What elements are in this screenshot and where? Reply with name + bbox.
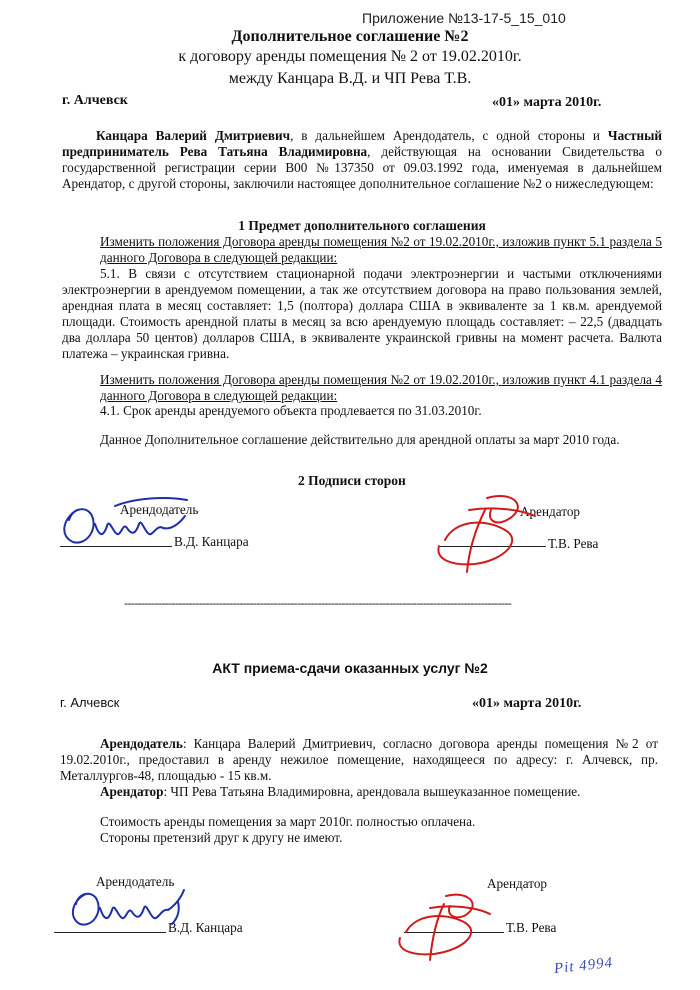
act-tenant-name: Т.В. Рева (506, 920, 557, 935)
landlord-signature-2 (62, 876, 192, 936)
section-1-title: 1 Предмет дополнительного соглашения (238, 218, 486, 233)
agreement-intro (62, 128, 662, 192)
act-paid: Стоимость аренды помещения за март 2010г. полностью оплачена. (100, 814, 476, 829)
agreement-subtitle-1: к договору аренды помещения № 2 от 19.02.2010г. (178, 48, 522, 65)
act-landlord-text: : Канцара Валерий Дмитриевич, согласно договора аренды помещения №2 от 19.02.2010г., предоставил в аренду нежилое помещение, находящееся по адресу: г. Алчевск, пр. Металлургов-48, площадью - 15 кв.м. (60, 736, 658, 783)
act-city: г. Алчевск (60, 695, 120, 710)
tenant-name: Т.В. Рева (548, 536, 599, 551)
landlord-signature-1 (55, 488, 195, 558)
tenant-signature-1 (425, 480, 545, 580)
act-date: «01» марта 2010г. (472, 696, 582, 711)
appendix-number: Приложение №13-17-5_15_010 (362, 10, 566, 26)
handwritten-note: Рit 4994 (553, 954, 614, 978)
tenant-signature-2 (390, 884, 500, 964)
agreement-subtitle-2: между Канцара В.Д. и ЧП Рева Т.В. (228, 70, 472, 87)
act-title: АКТ приема-сдачи оказанных услуг №2 (212, 660, 488, 676)
tenant-full-name: Частный предприниматель Рева Татьяна Владимировна (62, 128, 662, 159)
act-landlord-label: Арендодатель (96, 874, 175, 889)
act-tenant-text: : ЧП Рева Татьяна Владимировна, арендовала вышеуказанное помещение. (163, 784, 581, 799)
act-landlord-head: Арендодатель (100, 736, 183, 751)
act-claims: Стороны претензий друг к другу не имеют. (100, 830, 343, 845)
agreement-validity: Данное Дополнительное соглашение действительно для арендной оплаты за март 2010 года. (100, 432, 620, 447)
change-clause-5-1: Изменить положения Договора аренды помещения №2 от 19.02.2010г., изложив пункт 5.1 раздела 5 данного Договора в следующей редакции: (100, 234, 662, 265)
clause-4-1: 4.1. Срок аренды арендуемого объекта продлевается по 31.03.2010г. (100, 403, 482, 418)
section-separator: ------------------------------------------------------------------------------------------------------------------ (124, 596, 512, 610)
act-tenant-label: Арендатор (487, 876, 548, 891)
intro-text-1: , в дальнейшем Арендодатель, с одной стороны и (290, 128, 600, 143)
act-tenant-paragraph (60, 784, 658, 800)
agreement-date: «01» марта 2010г. (492, 95, 602, 110)
section-2-title: 2 Подписи сторон (298, 473, 406, 488)
landlord-name: В.Д. Канцара (174, 534, 249, 549)
clause-5-1: 5.1. В связи с отсутствием стационарной подачи электроэнергии и частыми отключениями электроэнергии в арендуемом помещении, а так же отсутствием договора на право пользования землей, арендная плата в месяц составляет: 1,5 (полтора) доллара США в эквиваленте за 1 кв.м. арендуемой площади. Стоимость арендной платы в месяц за всю арендуемую площадь составляет: – 22,5 (двадцать два доллара 50 центов) долларов США, в эквиваленте украинской гривны на момент расчета. Валюта платежа – украинская гривна. (62, 266, 662, 361)
act-landlord-name: В.Д. Канцара (168, 920, 243, 935)
landlord-label: Арендодатель (120, 502, 199, 517)
tenant-label: Арендатор (520, 504, 581, 519)
landlord-full-name: Канцара Валерий Дмитриевич (96, 128, 291, 143)
agreement-city: г. Алчевск (62, 93, 128, 108)
act-tenant-head: Арендатор (100, 784, 164, 799)
intro-text-2: , действующая на основании Свидетельства о государственной регистрации серии В00 №137350 от 09.03.1992 года, именуемая в дальнейшем Арендатор, с другой стороны, заключили настоящее дополнительное соглашение №2 о нижеследующем: (62, 144, 663, 191)
agreement-title: Дополнительное соглашение №2 (231, 28, 469, 45)
change-clause-4-1: Изменить положения Договора аренды помещения №2 от 19.02.2010г., изложив пункт 4.1 раздела 4 данного Договора в следующей редакции: (100, 372, 662, 403)
act-landlord-paragraph (60, 736, 658, 784)
